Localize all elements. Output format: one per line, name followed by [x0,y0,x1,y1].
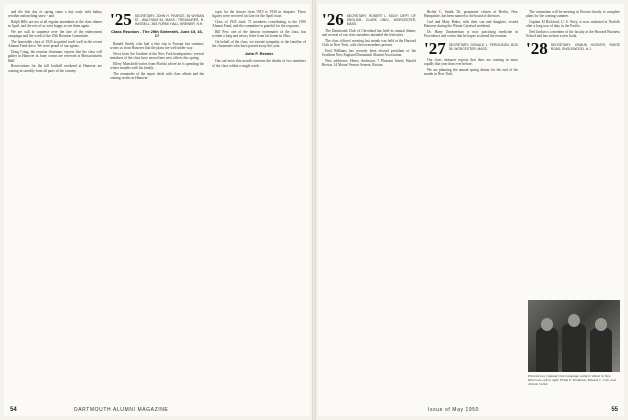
paragraph: The honorable class of 1925 acquitted itself well in the recent Alumni Fund drive. We were proud of our agents. [8,40,102,49]
paragraph: Reservations for the fall football weekend at Hanover are coming in steadily from all parts of the country. [8,64,102,73]
class-year: '28 [526,38,548,58]
paragraph: Ned Jordan is a member of the faculty at the Harvard Business School and has written a new book. [526,30,620,39]
paragraph: We are still in suspense over the fate of the endowment campaign and the work of the 25th Reunion Committee. [8,30,102,39]
paragraph: and the first day of spring came a day early with balmy weather and melting snow - and [8,10,102,19]
paragraph: topic for the classes from 1919 to 1930 in chapters. These figures were received too late for the April issue. [212,10,306,19]
class-year: '25 [110,10,132,29]
class-secretary: SECRETARY, OSMUN HOOVER, RIDGE ROAD, ENGLEWOOD, N.J. [550,42,620,51]
paragraph: The Dartmouth Club of Cleveland has held its annual dinner, and several of our class members attended the festivities. [322,29,416,38]
paragraph: Ellery Mansfield writes from Florida where he is spending the winter months with his family. [110,61,204,71]
paragraph: Class of 1925 total: 71 members contributing to the 1950 Alumni Fund, and the committee is grateful for the response. [212,20,306,29]
paragraph: Richie C. Smith '26, prominent citizen of Berlin, New Hampshire, has been named to the board of directors. [424,10,518,19]
reunion-subhead: Class Reunion - The 25th Sixteenth, June 15, 16, 17 [111,29,203,39]
right-column-1 [322,10,416,398]
paragraph: Our class treasurer reports that dues are coming in more rapidly this year than ever before. [424,57,518,67]
gutter [312,0,316,420]
right-column-3 [526,10,620,296]
paragraph: Carl and Mary Baker, with their son and daughter, visited Hanover during the Winter Carnival weekend. [424,20,518,29]
paragraph: We are planning the annual spring dinner for the end of the month in New York. [424,67,518,77]
paragraph: Bill Pew, one of the famous roommates of the class, has written a long and newsy letter from his home in Ohio. [212,30,306,39]
class-heading [322,12,416,27]
page-number: 55 [611,407,618,413]
paragraph: The remainder of the report deals with class affairs and the coming weeks in Hanover. [110,71,204,81]
class-year: '27 [424,38,446,58]
paragraph: Our sad news this month concerns the deaths of two members of the class within a single week. [212,59,306,68]
paragraph: Ranald Smith, who had a fine trip to Europe last summer, writes us from Hanover that the plans are well under way. [110,41,204,51]
class-year: '26 [322,10,344,29]
paragraph: The committee will be meeting in Boston shortly to complete plans for the coming summer. [526,10,620,19]
page-footer: DARTMOUTH ALUMNI MAGAZINE [74,407,169,413]
paragraph: News from Joe Gardner of the New York headquarters: several members of the class have moved into new offices this spring. [110,51,204,61]
paragraph: Doug Craig, the reunion chairman, reports that the class will gather in Hanover in June; rooms are reserved at Massachusetts Hall. [8,50,102,63]
paragraph: Dr. Harry Zimmerman is now practising medicine in Providence and writes that he hopes to attend the reunion. [424,30,518,39]
page-footer: Issue of May 1950 [428,407,480,413]
left-column-1 [8,10,102,398]
class-heading [110,12,204,27]
paragraph: On behalf of the class, we extend sympathy to the families of the classmates who have passed away this year. [212,40,306,49]
class-secretary: SECRETARY, DONALD L. FERGUSON, BOX 35, WORCESTER, MASS. [448,42,518,51]
page-number: 54 [10,407,17,413]
obituary-heading: John F. Reeder [244,50,274,56]
class-secretary: SECRETARY, ROBERT L. EDDY, DEPT. OF ENGLISH, CLARK UNIV., WORCESTER, MASS. [346,14,416,26]
right-column-2 [424,10,518,398]
class-heading [424,38,518,58]
group-photo [528,300,620,372]
left-column-3 [212,10,306,398]
right-page [318,4,624,416]
paragraph: Captain Al Bickford, U. S. Navy, is now stationed at Norfolk after a long tour of duty in the Pacific. [526,20,620,29]
paragraph: Fred Williams has recently been elected president of the Southern New England Dartmouth Alumni Association. [322,49,416,58]
class-secretary: SECRETARY, JOHN H. PEARCE, 36 WYMAN ST., WALTHAM 54, MASS.; TREASURER, R. HASSELL, 365 YORKE HALL, BREWER, N.H. [134,14,204,26]
left-page [4,4,310,416]
paragraph: Ralph Hills are not at all regular attendants at the class dinner in April, and the rest of us were happy to see them again. [8,20,102,29]
class-heading [526,38,620,58]
paragraph: New addresses: Henry Anderson, 7 Pleasant Street; Harold Brown, 14 Mount Vernon Avenue, Boston. [322,59,416,68]
left-column-2 [110,10,204,398]
paragraph: The class officers' meeting last month was held at the Harvard Club in New York, with eleven members present. [322,39,416,48]
photo-caption: Pictured at a Copland Club Campaign workers' dinner in New Haven are, left to right: Philip E. Pendleton, Edward C. Cole, and John R. Carter. [528,374,616,386]
